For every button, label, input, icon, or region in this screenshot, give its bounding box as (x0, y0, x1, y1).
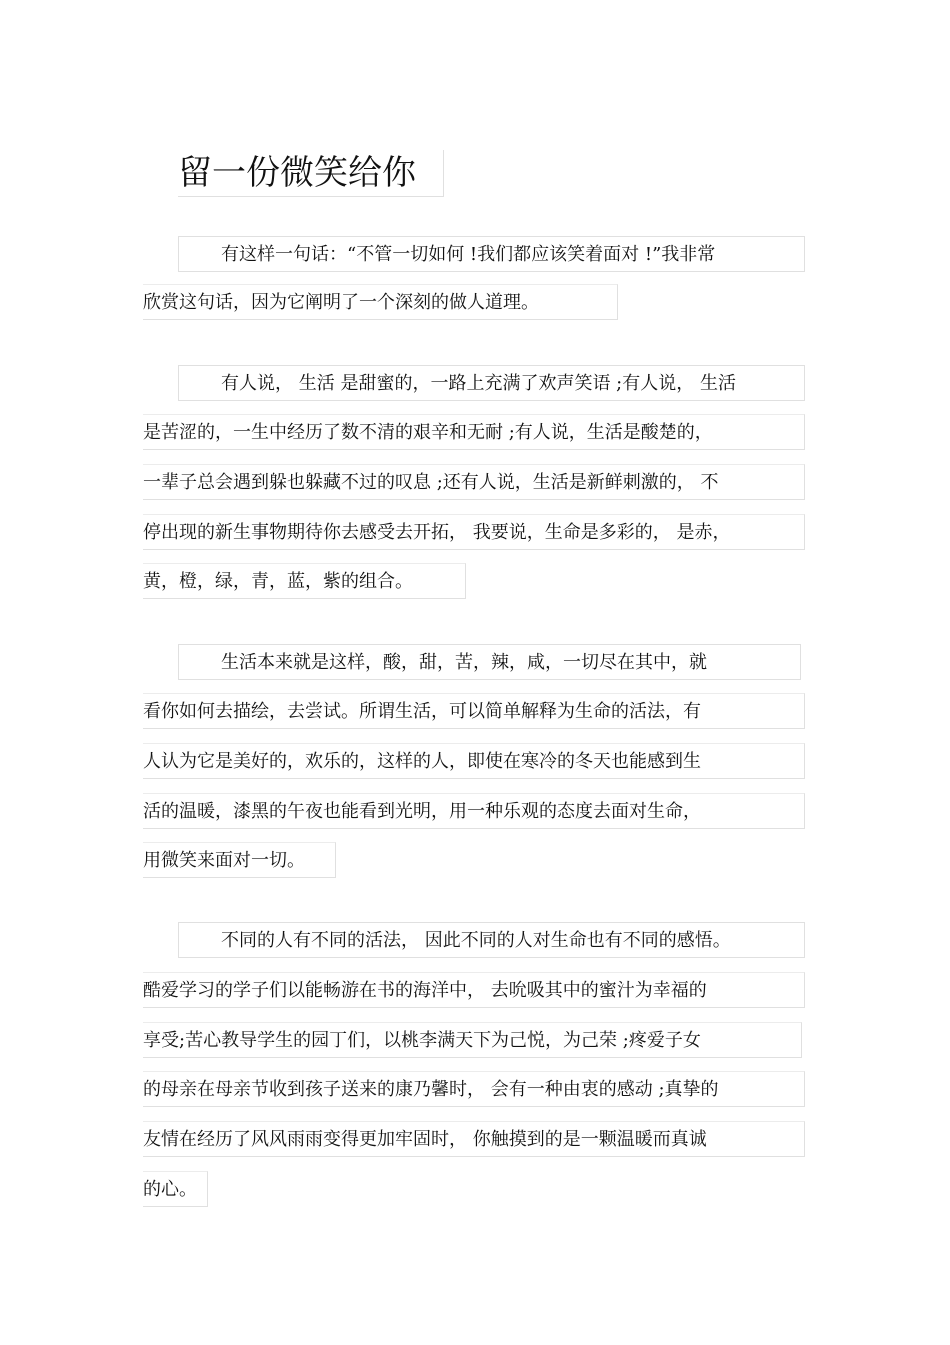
paragraph-3-line-4: 活的温暖，漆黑的午夜也能看到光明，用一种乐观的态度去面对生命， (143, 793, 805, 829)
paragraph-3-line-3: 人认为它是美好的，欢乐的，这样的人，即使在寒冷的冬天也能感到生 (143, 743, 805, 779)
paragraph-2-line-1: 有人说， 生活 是甜蜜的，一路上充满了欢声笑语 ;有人说， 生活 (178, 365, 805, 401)
paragraph-2-line-2: 是苦涩的，一生中经历了数不清的艰辛和无耐 ;有人说，生活是酸楚的， (143, 414, 805, 450)
paragraph-2-line-4: 停出现的新生事物期待你去感受去开拓， 我要说，生命是多彩的， 是赤， (143, 514, 805, 550)
paragraph-4-line-3: 享受;苦心教导学生的园丁们，以桃李满天下为己悦，为己荣 ;疼爱子女 (143, 1022, 802, 1058)
paragraph-2-line-3: 一辈子总会遇到躲也躲藏不过的叹息 ;还有人说，生活是新鲜刺激的， 不 (143, 464, 805, 500)
paragraph-4-line-1: 不同的人有不同的活法， 因此不同的人对生命也有不同的感悟。 (178, 922, 805, 958)
paragraph-4-line-5: 友情在经历了风风雨雨变得更加牢固时， 你触摸到的是一颗温暖而真诚 (143, 1121, 805, 1157)
paragraph-4-line-6: 的心。 (143, 1171, 208, 1207)
document-title: 留一份微笑给你 (178, 150, 444, 197)
paragraph-4-line-2: 酷爱学习的学子们以能畅游在书的海洋中， 去吮吸其中的蜜汁为幸福的 (143, 972, 805, 1008)
paragraph-2-line-5: 黄，橙，绿，青，蓝，紫的组合。 (143, 563, 466, 599)
paragraph-1-line-1: 有这样一句话：“不管一切如何 !我们都应该笑着面对 !”我非常 (178, 236, 805, 272)
paragraph-3-line-2: 看你如何去描绘，去尝试。所谓生活，可以简单解释为生命的活法，有 (143, 693, 805, 729)
paragraph-3-line-5: 用微笑来面对一切。 (143, 842, 336, 878)
paragraph-1-line-2: 欣赏这句话，因为它阐明了一个深刻的做人道理。 (143, 284, 618, 320)
paragraph-4-line-4: 的母亲在母亲节收到孩子送来的康乃馨时， 会有一种由衷的感动 ;真挚的 (143, 1071, 805, 1107)
paragraph-3-line-1: 生活本来就是这样，酸，甜，苦，辣，咸，一切尽在其中，就 (178, 644, 801, 680)
